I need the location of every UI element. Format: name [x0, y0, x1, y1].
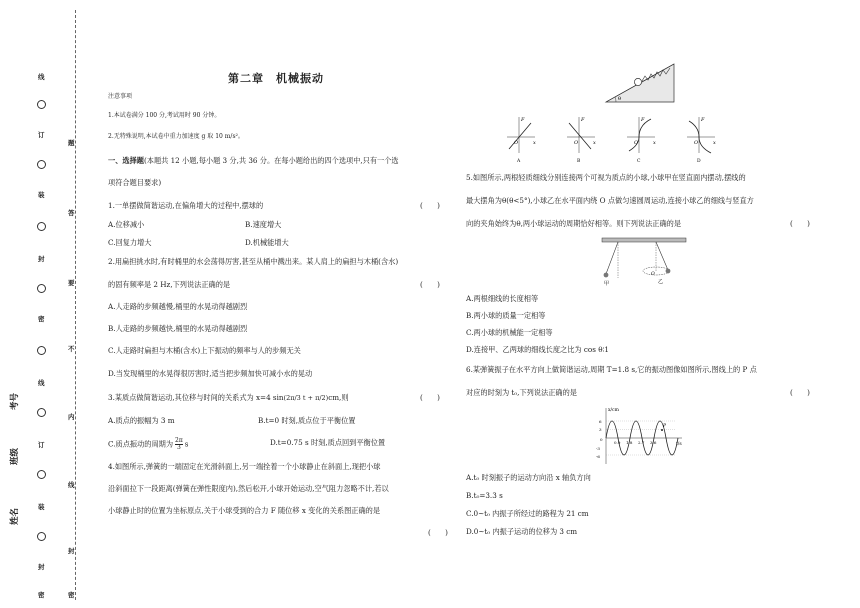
q1-option-a: A.位移减小	[108, 220, 145, 229]
x-tick: 1.8	[626, 440, 633, 445]
angle-label: θ	[618, 96, 622, 102]
binding-hole	[37, 408, 46, 417]
binding-char: 线	[38, 379, 45, 387]
q5-option-b: B.两小球的质量一定相等	[466, 311, 546, 320]
q6-vibration-graph	[594, 404, 686, 466]
y-tick: 3	[599, 427, 602, 432]
q5-option-a: A.两根细线的长度相等	[466, 294, 539, 303]
origin-label: O	[634, 140, 639, 146]
q3-period-fraction	[175, 438, 183, 451]
q4-incline-figure	[600, 58, 680, 106]
binding-char: 密	[38, 315, 45, 323]
binding-hole	[37, 346, 46, 355]
fraction-denominator: 3	[177, 444, 181, 451]
q4-option-graphs	[505, 115, 745, 163]
fraction-numerator: 2π	[175, 437, 183, 444]
graph-b-label: B	[577, 159, 581, 163]
graph-c-label: C	[637, 159, 641, 163]
ball-yi	[666, 269, 671, 274]
point-p-label: P	[663, 424, 667, 429]
q5-option-c: C.两小球的机械能一定相等	[466, 328, 553, 337]
q3-formula: (2π/3 t + π/2)	[283, 394, 329, 402]
curve	[509, 123, 531, 149]
origin-label: O	[694, 140, 699, 146]
point-p	[661, 429, 663, 431]
f-label: F	[521, 117, 525, 123]
x-label: x	[593, 140, 596, 146]
notes-item: 2.无特殊说明,本试卷中重力加速度 g 取 10 m/s²。	[108, 133, 244, 140]
q2-line1: 2.用扁担挑水时,有时桶里的水会荡得厉害,甚至从桶中溅出来。某人肩上的扁担与木桶(含水)	[108, 257, 399, 266]
binding-dashed-line	[75, 10, 76, 600]
x-label: x	[533, 140, 536, 146]
answer-paren: ( )	[790, 219, 810, 228]
q5-line1: 5.如图所示,两根轻质细线分别连接两个可视为质点的小球,小球甲在竖直面内摆动,摆线的	[466, 173, 746, 182]
q6-option-b: B.t₀=3.3 s	[466, 491, 503, 500]
q4-line2: 沿斜面拉下一段距离(弹簧在弹性限度内),然后松开,小球开始运动,空气阻力忽略不计,若以	[108, 484, 389, 493]
binding-char: 封	[38, 255, 45, 263]
x-tick: 0.9	[614, 440, 621, 445]
binding-char: 订	[38, 131, 45, 139]
curve	[569, 123, 591, 149]
page-title: 第二章 机械振动	[228, 72, 324, 85]
graph-a	[507, 117, 536, 163]
graph-d-label: D	[697, 159, 701, 163]
x-label: x	[653, 140, 656, 146]
notes-heading: 注意事项	[108, 93, 133, 100]
q2-option-a: A.人走路的步频越慢,桶里的水晃动得越剧烈	[108, 302, 248, 311]
q3-stem	[108, 393, 349, 403]
y-axis-label: x/cm	[608, 408, 619, 413]
margin-char: 答	[68, 209, 75, 217]
margin-char: 不	[68, 345, 75, 353]
q3-stem-pre: 3.某质点做简谐运动,其位移与时间的关系式为 x=4 sin	[108, 393, 284, 402]
answer-paren: ( )	[420, 201, 440, 210]
binding-char: 封	[38, 563, 45, 571]
q3-stem-post: cm,则	[328, 393, 349, 402]
graph-b	[567, 117, 596, 163]
answer-paren: ( )	[420, 280, 440, 289]
margin-char: 要	[68, 279, 75, 287]
q5-line3: 向的夹角始终为θ,两小球运动的周期恰好相等。则下列说法正确的是	[466, 219, 682, 228]
origin-label: O	[514, 140, 519, 146]
label-yi: 乙	[658, 279, 664, 285]
binding-hole	[37, 284, 46, 293]
q6-option-d: D.0~t₀ 内振子运动的位移为 3 cm	[466, 527, 578, 536]
margin-char: 封	[68, 547, 75, 555]
x-tick: 2.7	[638, 440, 645, 445]
q3-option-c-pre: C.质点振动的周期为	[108, 439, 174, 449]
q3-option-d: D.t=0.75 s 时刻,质点回到平衡位置	[270, 438, 386, 447]
binding-hole	[37, 470, 46, 479]
binding-char: 密	[38, 591, 45, 599]
q6-option-c: C.0~t₀ 内振子所经过的路程为 21 cm	[466, 509, 589, 518]
q1-option-d: D.机械能增大	[245, 238, 289, 247]
q2-option-b: B.人走路的步频越快,桶里的水晃动得越剧烈	[108, 324, 248, 333]
binding-hole	[37, 532, 46, 541]
label-exam-no: 考号	[10, 392, 20, 410]
answer-paren: ( )	[428, 528, 448, 537]
q5-line2: 最大摆角为θ(θ<5°),小球乙在水平面内绕 O 点做匀速圆周运动,连接小球乙的细线与竖直方	[466, 196, 754, 205]
q6-line2: 对应的时刻为 t₀,下列说法正确的是	[466, 388, 577, 397]
y-tick: -3	[596, 446, 600, 451]
pendulum-string-yi	[656, 242, 668, 270]
x-tick: 3.6	[650, 440, 657, 445]
binding-char: 装	[38, 191, 45, 199]
margin-char: 内	[68, 413, 75, 421]
q4-line1: 4.如图所示,弹簧的一端固定在光滑斜面上,另一端拴着一个小球静止在斜面上,现把小球	[108, 462, 381, 471]
curve	[629, 119, 651, 151]
q1-option-c: C.回复力增大	[108, 238, 152, 247]
binding-hole	[37, 160, 46, 169]
margin-char: 线	[68, 481, 75, 489]
q3-option-c-unit: s	[184, 439, 189, 449]
binding-hole	[37, 222, 46, 231]
section-heading: 一、选择题	[108, 156, 144, 165]
q6-line1: 6.某弹簧振子在水平方向上做简谐运动,周期 T=1.8 s,它的振动图像如图所示,图线上的 P 点	[466, 365, 757, 374]
q5-figure	[596, 234, 692, 290]
section-desc-line1: (本题共 12 小题,每小题 3 分,共 36 分。在每小题给出的四个选项中,只有一个选	[143, 156, 399, 165]
ceiling	[602, 238, 686, 242]
label-jia: 甲	[604, 281, 610, 287]
margin-char: 题	[68, 139, 75, 147]
q2-option-c: C.人走路时扁担与木桶(含水)上下振动的频率与人的步频无关	[108, 346, 301, 355]
ball	[634, 78, 641, 85]
binding-char: 线	[38, 73, 45, 81]
section-desc-line2: 项符合题目要求)	[108, 178, 162, 187]
binding-char: 装	[38, 503, 45, 511]
x-label: x	[713, 140, 716, 146]
f-label: F	[581, 117, 585, 123]
q2-option-d: D.当发现桶里的水晃得很厉害时,适当把步频加快可减小水的晃动	[108, 369, 313, 378]
label-o: O	[651, 272, 655, 277]
binding-char: 订	[38, 441, 45, 449]
y-tick: 0	[600, 437, 603, 442]
notes-item: 1.本试卷满分 100 分,考试用时 90 分钟。	[108, 112, 221, 119]
graph-c	[627, 117, 656, 163]
margin-char: 密	[68, 591, 75, 599]
graph-a-label: A	[517, 159, 521, 163]
y-tick: -6	[596, 454, 600, 459]
f-label: F	[641, 117, 645, 123]
graph-d	[687, 117, 716, 163]
ball-jia	[604, 273, 609, 278]
q3-option-a: A.质点的振幅为 3 m	[108, 416, 175, 425]
label-name: 姓名	[10, 507, 20, 525]
x-axis-label: t/s	[676, 442, 682, 447]
binding-hole	[37, 100, 46, 109]
origin-label: O	[574, 140, 579, 146]
q6-option-a: A.t₀ 时刻振子的运动方向沿 x 轴负方向	[466, 473, 591, 482]
f-label: F	[701, 117, 705, 123]
q5-option-d: D.连接甲、乙两球的细线长度之比为 cos θ∶1	[466, 345, 609, 354]
answer-paren: ( )	[790, 388, 810, 397]
q3-option-b: B.t=0 时刻,质点位于平衡位置	[258, 416, 356, 425]
q2-line2: 的固有频率是 2 Hz,下列说法正确的是	[108, 280, 231, 289]
q4-line3: 小球静止时的位置为坐标原点,关于小球受到的合力 F 随位移 x 变化的关系图正确的是	[108, 506, 381, 515]
section-description	[108, 156, 399, 166]
q3-option-c	[108, 438, 189, 451]
answer-paren: ( )	[420, 393, 440, 402]
y-tick: 6	[599, 419, 602, 424]
q1-option-b: B.速度增大	[245, 220, 282, 229]
label-class: 班级	[10, 447, 20, 465]
q1-stem: 1.一单摆做简谐运动,在偏角增大的过程中,摆球的	[108, 201, 264, 210]
pendulum-string-jia	[606, 242, 618, 274]
